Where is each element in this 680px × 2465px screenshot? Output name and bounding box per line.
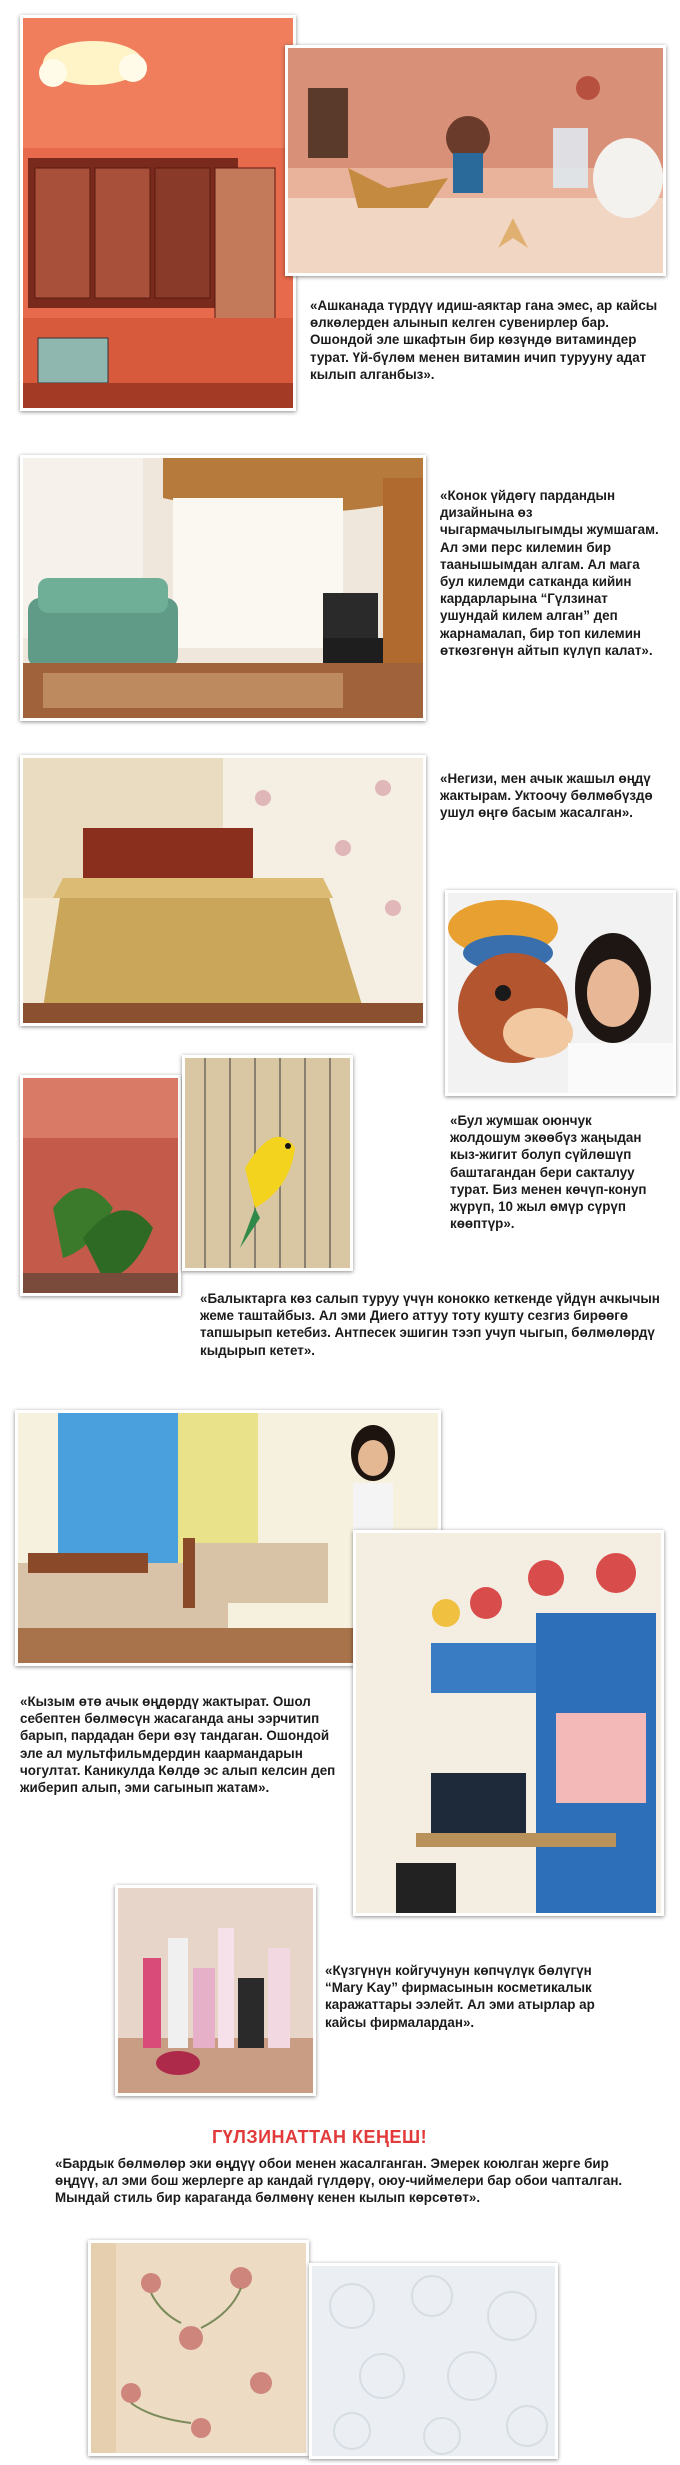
- souvenirs-photo: [285, 45, 666, 276]
- aquarium-photo: [20, 1075, 181, 1296]
- kitchen-photo: [20, 15, 296, 411]
- cosmetics-photo: [115, 1885, 316, 2096]
- parrot-photo: [182, 1055, 353, 1271]
- bedroom-photo: [20, 755, 426, 1026]
- guest-room-caption: «Конок үйдөгү пардандын дизайнына өз чыгармачылыгымды жумшагам. Ал эми перс килемин бир таанышымдан алгам. Ал мага бул килемди сатканда кийин кардарларына “Гүлзинат ушундай килем алган” деп жарнамалап, бир топ килемин өткөзгөнүн айтып күлүп калат».: [440, 488, 659, 658]
- advice-caption: «Бардык бөлмөлөр эки өңдүү обои менен жасалганган. Эмерек коюлган жерге бир өңдүү, ал эми бош жерлерге ар кандай гүлдөрү, оюу-чиймелери бар обои чапталган. Мындай стиль бир караганда бөлмөнү кенен кылып көрсөтөт».: [55, 2156, 623, 2206]
- bedroom-caption: «Негизи, мен ачык жашыл өңдү жактырам. Уктоочу бөлмөбүздө ушул өңгө басым жасалган».: [440, 771, 653, 821]
- desk-photo: [353, 1530, 664, 1916]
- toy-caption: «Бул жумшак оюнчук жолдошум экөөбүз жаңыдан кыз-жигит болуп сүйлөшүп баштагандан бери сакталуу турат. Биз менен көчүп-конуп жүрүп, 10 жыл өмүр сүрүп көөптүр».: [450, 1113, 647, 1232]
- wallpaper-white-photo: [309, 2263, 558, 2459]
- cosmetics-caption: «Күзгүнүн койгучунун көпчүлүк бөлүгүн “Mary Kay” фирмасынын косметикалык каражаттары ээлейт. Ал эми атырлар ар кайсы фирмалардан».: [325, 1963, 595, 2030]
- toy-photo: [445, 890, 676, 1096]
- wallpaper-floral-photo: [88, 2240, 309, 2456]
- kitchen-caption: «Ашканада түрдүү идиш-аяктар гана эмес, ар кайсы өлкөлерден алынып келген сувенирлер бар. Ошондой эле шкафтын бир көзүндө витаминдер турат. Үй-бүлөм менен витамин ичип турууну адат кылып алганбыз».: [310, 298, 658, 382]
- fish-caption: «Балыктарга көз салып туруу үчүн коноккo кеткенде үйдүн ачкычын жеме таштайбыз. Ал эми Диего аттуу тоту кушту сезгиз бирөөгө тапшырып кетебиз. Антпесек эшигин тээп учуп чыгып, бөлмөлөрдү кыдырып кетет».: [200, 1291, 660, 1358]
- advice-title: ГҮЛЗИНАТТАН КЕҢЕШ!: [212, 2127, 428, 2147]
- daughter-caption: «Кызым өтө ачык өңдөрдү жактырат. Ошол себептен бөлмөсүн жасаганда аны ээрчитип барып, пардадан бери өзү тандаган. Ошондой эле ал мультфильмдердин каармандарын чогултат. Каникулда Көлдө эс алып келсин деп жиберип алып, эми сагынып жатам».: [20, 1694, 336, 1796]
- guest-room-photo: [20, 455, 426, 721]
